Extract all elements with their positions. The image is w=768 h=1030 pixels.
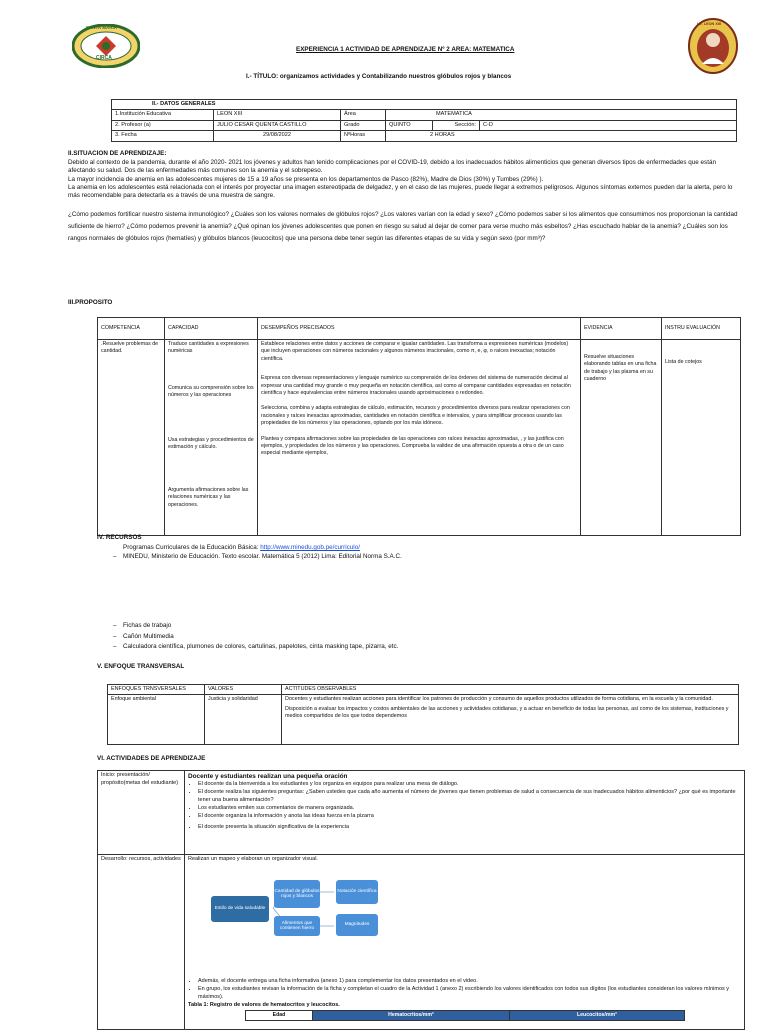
logo-left-bottom-text: CIRCA xyxy=(96,55,112,61)
col-header: EVIDENCIA xyxy=(581,318,662,340)
actitud-item: Docentes y estudiantes realizan acciones para identificar los patrones de producción y consumo de aquellos productos utilizados de forma cotidiana, en la escuela y la comunidad. xyxy=(285,696,713,703)
general-key: Grado xyxy=(341,120,386,130)
col-header: INSTRU EVALUACIÓN xyxy=(662,318,741,340)
desarrollo-item: • En grupo, los estudiantes revisan la información de la ficha y completan el cuadro de la Actividad 1 (anexo 2) escribiendo los valores identificados con todos sus dígitos (los estudiantes consideran los valores mínimos y máximos). xyxy=(198,986,741,1002)
general-value: JULIO CESAR QUENTA CASTILLO xyxy=(214,120,341,130)
concept-node: Notación científica xyxy=(336,880,378,904)
recursos-item: – Calculadora científica, plumones de colores, cartulinas, papelotes, cinta masking tape, pizarra, etc. xyxy=(123,642,398,653)
general-label: 2. Profesor (a) xyxy=(112,120,214,130)
capacidad-cell xyxy=(165,340,258,536)
situacion-questions: ¿Cómo podemos fortificar nuestro sistema inmunológico? ¿Cuáles son los valores normales de glóbulos rojos? ¿Los valores varían con la edad y sexo? ¿Cómo podemos saber si los alimentos que consumimos nos proporcionan la cantidad suficiente de hierro? ¿Cómo podemos prevenir la anemia? ¿Qué opinan los jóvenes adolescentes que ponen en riesgo su salud al dejar de comer para verse mucho más esbeltos? ¿Has escuchado hablar de la anemia? ¿Cuáles son los rangos normales de glóbulos rojos (hematíes) y glóbulos blancos (leucocitos) que una persona debe tener según las diferentes etapas de su vida y según sexo (por mm³)? xyxy=(68,211,738,242)
recursos-list-a xyxy=(113,553,402,561)
col-header: Leucocitos/mm³ xyxy=(509,1010,684,1021)
general-value-2: MATEMATICA xyxy=(386,110,737,120)
logo-right-text: I.E. LEON XIII xyxy=(697,22,722,26)
general-value-2: 2 HORAS xyxy=(386,131,737,141)
inicio-item: • Los estudiantes emiten sus comentarios de manera organizada. xyxy=(198,805,741,813)
capacidad-item: Traduce cantidades a expresiones numéricas xyxy=(168,341,249,355)
enfoque-cell: Enfoque ambiental xyxy=(108,695,205,745)
general-value: 29/08/2022 xyxy=(214,131,341,141)
col-header: ENFOQUES TRNSVERSALES xyxy=(108,685,205,695)
general-value-3: C-D xyxy=(480,120,737,130)
actividades-table xyxy=(97,770,745,1030)
capacidad-item: Comunica su comprensión sobre los números y las operaciones xyxy=(168,385,254,399)
desarrollo-item: • Además, el docente entrega una ficha informativa (anexo 1) para complementar los datos presentados en el video. xyxy=(198,978,741,986)
table-caption: Tabla 1: Registro de valores de hematocritos y leucocitos. xyxy=(188,1001,340,1008)
desarrollo-intro: Realizan un mapeo y elaboran un organizador visual. xyxy=(188,856,318,862)
col-header: CAPACIDAD xyxy=(165,318,258,340)
proposito-heading: III.PROPOSITO xyxy=(68,299,113,306)
registro-table xyxy=(245,1010,685,1022)
document-title: EXPERIENCIA 1 ACTIVIDAD DE APRENDIZAJE Nº 2 AREA: MATEMATICA xyxy=(296,46,515,53)
situacion-paragraph: La mayor incidencia de anemia en las adolescentes mujeres de 15 a 19 años se presenta en los departamentos de Pasco (82%), Madre de Dios (30%) y Tumbes (29%) ). xyxy=(68,175,544,183)
inicio-content xyxy=(185,771,745,855)
document-subtitle: I.- TÍTULO: organizamos actividades y Contabilizando nuestros glóbulos rojos y blancos xyxy=(246,73,512,80)
general-data-heading: II.- DATOS GENERALES xyxy=(112,100,737,110)
capacidad-item: Usa estrategias y procedimientos de estimación y cálculo. xyxy=(168,437,254,451)
concept-node: Magnitudes xyxy=(336,914,378,936)
proposito-table xyxy=(97,317,741,536)
inicio-item: • El docente presenta la situación significativa de la experiencia xyxy=(198,824,741,832)
situacion-body xyxy=(68,159,740,244)
competencia-cell: .Resuelve problemas de cantidad. xyxy=(98,340,165,536)
concept-node: Cantidad de glóbulos rojos y blancos xyxy=(274,880,320,908)
col-header: COMPETENCIA xyxy=(98,318,165,340)
col-header: ACTITUDES OBSERVABLES xyxy=(282,685,739,695)
desarrollo-label: Desarrollo: recursos, actividades xyxy=(98,855,185,1030)
col-header: VALORES xyxy=(205,685,282,695)
concept-node: Alimentos que contienen hierro xyxy=(274,916,320,936)
desempeno-item: Plantea y compara afirmaciones sobre las propiedades de las operaciones con raíces inexactas aproximadas, , y las justifica con ejemplos, y propiedades de los números y las operaciones. Comprueba la validez de una afirmación opuesta a otra o de un caso especial mediante ejemplos, xyxy=(261,435,564,457)
enfoque-heading: V. ENFOQUE TRANSVERSAL xyxy=(97,663,185,670)
situacion-paragraph: La anemia en los adolescentes está relacionada con el interés por proyectar una imagen estereotipada de delgadez, y en el caso de las mujeres, puede llegar a extremos peligrosos. Algunos síntomas externos pueden dar la alerta, pero lo más recomendable para detectarla es a través de una muestra de sangre. xyxy=(68,183,733,200)
recursos-list-b xyxy=(113,621,398,653)
general-key: Área xyxy=(341,110,386,120)
capacidad-item: Argumenta afirmaciones sobre las relaciones numéricas y las operaciones. xyxy=(168,487,249,508)
recursos-line-1 xyxy=(123,544,360,552)
inicio-label: Inicio: presentación/ propósito(metas del estudiante) xyxy=(98,771,185,855)
col-header: Hematocritos/mm³ xyxy=(313,1010,510,1021)
general-label: 1.Institución Educativa xyxy=(112,110,214,120)
desempeno-item: Expresa con diversas representaciones y lenguaje numérico su comprensión de los órdenes del sistema de numeración decimal al expresar una cantidad muy grande o muy pequeña en notación científica, así como al comparar cantidades expresadas en notación científica y hace equivalencias entre números irracionales usando aproximaciones o redondeo. xyxy=(261,375,571,397)
valores-cell: Justicia y solidaridad xyxy=(205,695,282,745)
inicio-item: • El docente realiza las siguientes preguntas: ¿Saben ustedes que cada año aumenta el número de jóvenes que tienen problemas de salud a consecuencia de sus inadecuados hábitos alimenticios? ¿por qué es importante tener una buena alimentación? xyxy=(198,789,741,805)
recursos-item: – MINEDU, Ministerio de Educación. Texto escolar. Matemática 5 (2012) Lima: Editorial Norma S.A.C. xyxy=(123,553,402,561)
inicio-list xyxy=(188,781,741,832)
general-value-2: QUINTO xyxy=(386,120,433,130)
general-data-table xyxy=(111,99,737,142)
actitudes-cell xyxy=(282,695,739,745)
inicio-item: • El docente da la bienvenida a los estudiantes y los organiza en equipos para realizar una mesa de diálogo. xyxy=(198,781,741,789)
inicio-title: Docente y estudiantes realizan una pequeña oración xyxy=(188,773,348,780)
recursos-item: – Fichas de trabajo xyxy=(123,621,398,632)
situacion-heading: II.SITUACION DE APRENDIZAJE: xyxy=(68,150,167,157)
actividades-heading: VI. ACTIVIDADES DE APRENDIZAJE xyxy=(97,755,206,762)
desarrollo-list xyxy=(188,978,741,1002)
concept-node-root: Estilo de vida saludable xyxy=(211,896,269,922)
general-key: NºHoras xyxy=(341,131,386,141)
general-key-3: Sección: xyxy=(433,120,480,130)
instrumento-cell: Lista de cotejos xyxy=(662,340,741,536)
recursos-line-text: Programas Curriculares de la Educación Básica: xyxy=(123,544,261,551)
actitud-item: Disposición a evaluar los impactos y costos ambientales de las acciones y actividades cotidianas, y a actuar en beneficio de todas las personas, así como de los sistemas, instituciones y medios compartidos de los que todos dependemos xyxy=(285,706,729,720)
evidencia-cell: Resuelve situaciones elaborando tablas en una ficha de trabajo y las plasma en su cuaderno xyxy=(581,340,662,536)
inicio-item: • El docente organiza la información y anota las ideas fuerza en la pizarra xyxy=(198,813,741,821)
enfoque-table xyxy=(107,684,739,745)
concept-map xyxy=(188,864,741,974)
desempeno-item: Selecciona, combina y adapta estrategias de cálculo, estimación, recursos y procedimientos diversos para realizar operaciones con racionales y raíces inexactas aproximadas, cantidades en notación científica e intervalos, y para simplificar procesos usando las propiedades de los números y las operaciones, optando por los más idóneos. xyxy=(261,405,570,427)
recursos-item: – Cañón Multimedia xyxy=(123,632,398,643)
curriculo-link[interactable]: http://www.minedu.gob.pe/curriculo/ xyxy=(260,544,360,551)
situacion-paragraph: Debido al contexto de la pandemia, durante el año 2020- 2021 los jóvenes y adultos han tenido complicaciones por el COVID-19, debido a los inadecuados hábitos alimenticios que generan diversos tipos de enfermedades que están afectando su salud. Dos de las enfermedades más comunes son la anemia y el sobrepeso. xyxy=(68,159,716,175)
desempeno-item: Establece relaciones entre datos y acciones de comparar e igualar cantidades. Las transforma a expresiones numéricas (modelos) que incluyen operaciones con números racionales y algunos números irracionales, como π, e, φ, o raíces inexactas; notación científica. xyxy=(261,341,569,362)
col-header: Edad xyxy=(246,1010,313,1021)
logo-left-top-text: SANTA MARIA xyxy=(86,25,117,30)
general-value: LEON XIII xyxy=(214,110,341,120)
recursos-heading: IV. RECURSOS xyxy=(97,534,142,541)
desarrollo-content xyxy=(185,855,745,1030)
desempenos-cell xyxy=(258,340,581,536)
col-header: DESEMPEÑOS PRECISADOS xyxy=(258,318,581,340)
general-label: 3. Fecha xyxy=(112,131,214,141)
